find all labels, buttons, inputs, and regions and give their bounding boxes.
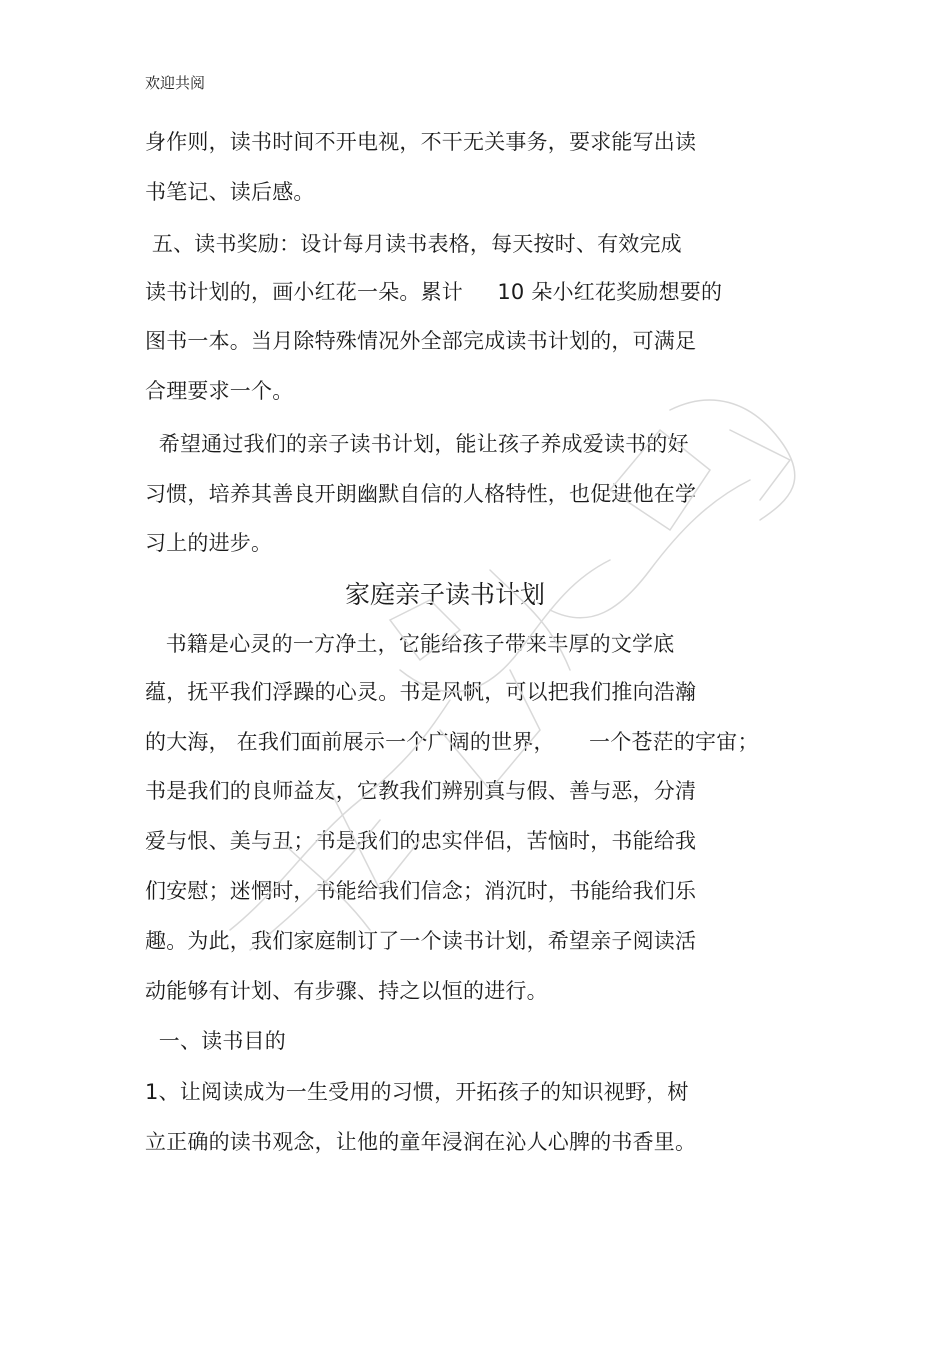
body-line: 习惯，培养其善良开朗幽默自信的人格特性，也促进他在学 xyxy=(145,482,697,506)
body-line: 希望通过我们的亲子读书计划，能让孩子养成爱读书的好 xyxy=(145,432,689,456)
body-line: 书是我们的良师益友，它教我们辨别真与假、善与恶，分清 xyxy=(145,779,697,803)
body-line: 五、读书奖励：设计每月读书表格，每天按时、有效完成 xyxy=(145,232,682,256)
page-header: 欢迎共阅 xyxy=(145,74,206,92)
body-line: 书笔记、读后感。 xyxy=(145,180,315,204)
body-line: 1、让阅读成为一生受用的习惯，开拓孩子的知识视野，树 xyxy=(145,1080,689,1104)
body-line: 读书计划的，画小红花一朵。累计 10 朵小红花奖励想要的 xyxy=(145,280,723,304)
body-line: 趣。为此，我们家庭制订了一个读书计划，希望亲子阅读活 xyxy=(145,929,697,953)
body-line: 动能够有计划、有步骤、持之以恒的进行。 xyxy=(145,979,548,1003)
section-heading: 一、读书目的 xyxy=(145,1029,286,1053)
body-line: 习上的进步。 xyxy=(145,531,273,555)
body-line: 的大海， 在我们面前展示一个广阔的世界， 一个苍茫的宇宙； xyxy=(145,730,759,754)
body-line: 身作则，读书时间不开电视，不干无关事务，要求能写出读 xyxy=(145,130,697,154)
body-line: 蕴，抚平我们浮躁的心灵。书是风帆，可以把我们推向浩瀚 xyxy=(145,680,697,704)
body-line: 们安慰；迷惘时，书能给我们信念；消沉时，书能给我们乐 xyxy=(145,879,697,903)
body-line: 立正确的读书观念，让他的童年浸润在沁人心脾的书香里。 xyxy=(145,1130,697,1154)
document-title: 家庭亲子读书计划 xyxy=(344,580,545,609)
body-line: 合理要求一个。 xyxy=(145,379,294,403)
body-line: 书籍是心灵的一方净土，它能给孩子带来丰厚的文学底 xyxy=(145,632,675,656)
body-line: 爱与恨、美与丑；书是我们的忠实伴侣，苦恼时，书能给我 xyxy=(145,829,697,853)
body-line: 图书一本。当月除特殊情况外全部完成读书计划的，可满足 xyxy=(145,329,697,353)
